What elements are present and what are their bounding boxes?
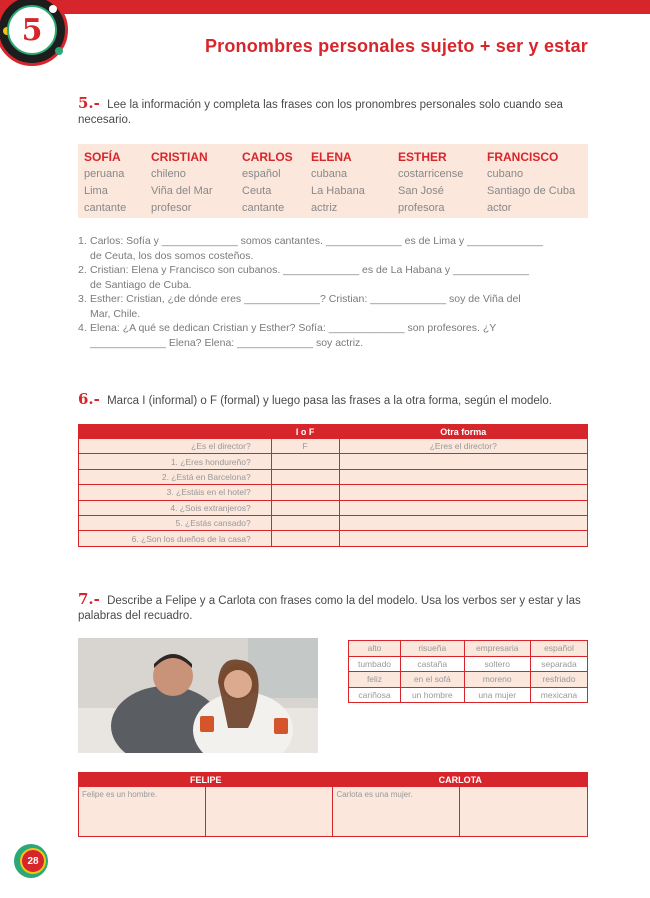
iof-cell[interactable] [271, 515, 339, 530]
table-row [79, 500, 588, 515]
person-nationality: chileno [151, 168, 186, 180]
carlota-answer-cell[interactable] [460, 787, 588, 837]
column-header-felipe: FELIPE [79, 773, 333, 787]
unit-badge-inner [7, 5, 57, 55]
person-nationality: peruana [84, 168, 125, 180]
iof-cell[interactable] [271, 485, 339, 500]
word-row [349, 687, 588, 703]
phrase-cell: ¿Es el director? [79, 439, 272, 454]
column-header-carlota: CARLOTA [333, 773, 588, 787]
word-cell: un hombre [401, 687, 465, 703]
info-column-cristian [151, 148, 213, 217]
person-job: actor [487, 202, 512, 214]
felipe-answer-cell[interactable] [205, 787, 333, 837]
item-line: Carlos: Sofía y _____________ somos cantantes. _____________ es de Lima y _____________ [90, 235, 544, 247]
iof-cell[interactable] [271, 531, 339, 546]
ex5-instruction-line1: Lee la información y completa las frases con los pronombres personales solo cuando sea [107, 99, 563, 111]
table-row [79, 454, 588, 469]
iof-cell[interactable]: F [271, 439, 339, 454]
item-line: Esther: Cristian, ¿de dónde eres _____________? Cristian: _____________ soy de Viña del [90, 293, 521, 305]
ex6-instruction: Marca I (informal) o F (formal) y luego pasa las frases a la otra forma, según el modelo. [107, 395, 552, 407]
ex7-answer-table [78, 772, 588, 837]
word-cell: tumbado [349, 656, 401, 672]
person-nationality: español [242, 168, 281, 180]
unit-number: 5 [21, 12, 43, 48]
list-item [78, 263, 588, 292]
person-name: CRISTIAN [151, 150, 208, 164]
info-column-sofia [84, 148, 126, 217]
word-cell: en el sofá [401, 672, 465, 688]
page-number: 28 [20, 848, 46, 874]
word-cell: alto [349, 641, 401, 657]
ex7-heading [78, 592, 590, 624]
person-city: Viña del Mar [151, 185, 213, 197]
ex7-number: 7.- [78, 590, 100, 608]
item-number: 1. [78, 235, 87, 247]
top-bar [0, 0, 650, 14]
info-column-esther [398, 148, 463, 217]
couple-photo [78, 638, 318, 753]
list-item [78, 292, 588, 321]
person-name: ELENA [311, 150, 352, 164]
badge-dot [49, 5, 57, 13]
word-cell: resfriado [530, 672, 587, 688]
word-row [349, 641, 588, 657]
couple-photo-illustration [78, 638, 318, 753]
person-name: CARLOS [242, 150, 293, 164]
other-form-cell[interactable] [339, 469, 587, 484]
info-column-francisco [487, 148, 575, 217]
list-item [78, 321, 588, 350]
ex6-heading [78, 392, 590, 409]
other-form-cell[interactable] [339, 485, 587, 500]
ex5-instruction-line2: necesario. [78, 114, 132, 126]
iof-cell[interactable] [271, 469, 339, 484]
word-cell: mexicana [530, 687, 587, 703]
table-row [79, 469, 588, 484]
person-city: Lima [84, 185, 108, 197]
item-line: Elena: ¿A qué se dedican Cristian y Esther? Sofía: _____________ son profesores. ¿Y [90, 322, 497, 334]
other-form-cell[interactable]: ¿Eres el director? [339, 439, 587, 454]
unit-badge [0, 0, 68, 66]
list-item [78, 234, 588, 263]
word-cell: risueña [401, 641, 465, 657]
word-cell: moreno [464, 672, 530, 688]
word-cell: español [530, 641, 587, 657]
item-line: _____________ Elena? Elena: _____________ soy actriz. [90, 336, 364, 349]
ex7-instruction-line2: palabras del recuadro. [78, 610, 193, 622]
item-number: 2. [78, 264, 87, 276]
other-form-cell[interactable] [339, 531, 587, 546]
ex7-instruction-line1: Describe a Felipe y a Carlota con frases como la del modelo. Usa los verbos ser y estar y las [107, 595, 581, 607]
person-city: San José [398, 185, 444, 197]
person-job: profesora [398, 202, 445, 214]
person-nationality: cubano [487, 168, 524, 180]
ex5-number: 5.- [78, 94, 100, 112]
person-city: Ceuta [242, 185, 272, 197]
word-row [349, 672, 588, 688]
phrase-cell: 5. ¿Estás cansado? [79, 515, 272, 530]
person-city: La Habana [311, 185, 365, 197]
phrase-cell: 2. ¿Está en Barcelona? [79, 469, 272, 484]
word-row [349, 656, 588, 672]
table-row [79, 531, 588, 546]
person-nationality: cubana [311, 168, 348, 180]
person-nationality: costarricense [398, 168, 464, 180]
item-number: 4. [78, 322, 87, 334]
table-row [79, 515, 588, 530]
ex5-info-box [78, 144, 588, 218]
person-job: cantante [84, 202, 127, 214]
person-name: FRANCISCO [487, 150, 559, 164]
person-job: cantante [242, 202, 285, 214]
word-cell: castaña [401, 656, 465, 672]
word-cell: una mujer [464, 687, 530, 703]
iof-cell[interactable] [271, 454, 339, 469]
phrase-cell: 1. ¿Eres hondureño? [79, 454, 272, 469]
person-name: ESTHER [398, 150, 447, 164]
phrase-cell: 6. ¿Son los dueños de la casa? [79, 531, 272, 546]
item-line: de Santiago de Cuba. [90, 278, 192, 291]
phrase-cell: 4. ¿Sois extranjeros? [79, 500, 272, 515]
person-city: Santiago de Cuba [487, 185, 576, 197]
info-column-carlos [242, 148, 293, 217]
person-job: profesor [151, 202, 192, 214]
item-line: Mar, Chile. [90, 307, 141, 320]
other-form-cell[interactable] [339, 454, 587, 469]
word-cell: separada [530, 656, 587, 672]
word-cell: cariñosa [349, 687, 401, 703]
ex6-number: 6.- [78, 390, 100, 408]
person-job: actriz [311, 202, 338, 214]
badge-dot [55, 47, 63, 55]
ex6-table [78, 424, 588, 547]
phrase-cell: 3. ¿Estáis en el hotel? [79, 485, 272, 500]
page-title: Pronombres personales sujeto + ser y estar [204, 36, 588, 56]
table-row [79, 485, 588, 500]
column-header [79, 425, 272, 439]
column-header: Otra forma [339, 425, 587, 439]
item-line: Cristian: Elena y Francisco son cubanos. _____________ es de La Habana y _____________ [90, 264, 529, 276]
info-column-elena [311, 148, 365, 217]
iof-cell[interactable] [271, 500, 339, 515]
item-line: de Ceuta, los dos somos costeños. [90, 249, 254, 262]
word-cell: empresaria [464, 641, 530, 657]
word-cell: soltero [464, 656, 530, 672]
table-row [79, 439, 588, 454]
word-box [348, 640, 588, 703]
table-header-row [79, 425, 588, 439]
word-cell: feliz [349, 672, 401, 688]
ex5-exercise-list [78, 234, 588, 350]
item-number: 3. [78, 293, 87, 305]
table-header-row [79, 773, 588, 787]
felipe-answer-cell[interactable]: Felipe es un hombre. [79, 787, 206, 837]
table-row [79, 787, 588, 837]
other-form-cell[interactable] [339, 500, 587, 515]
column-header: I o F [271, 425, 339, 439]
other-form-cell[interactable] [339, 515, 587, 530]
ex5-heading [78, 96, 590, 128]
person-name: SOFÍA [84, 150, 121, 164]
carlota-answer-cell[interactable]: Carlota es una mujer. [333, 787, 460, 837]
